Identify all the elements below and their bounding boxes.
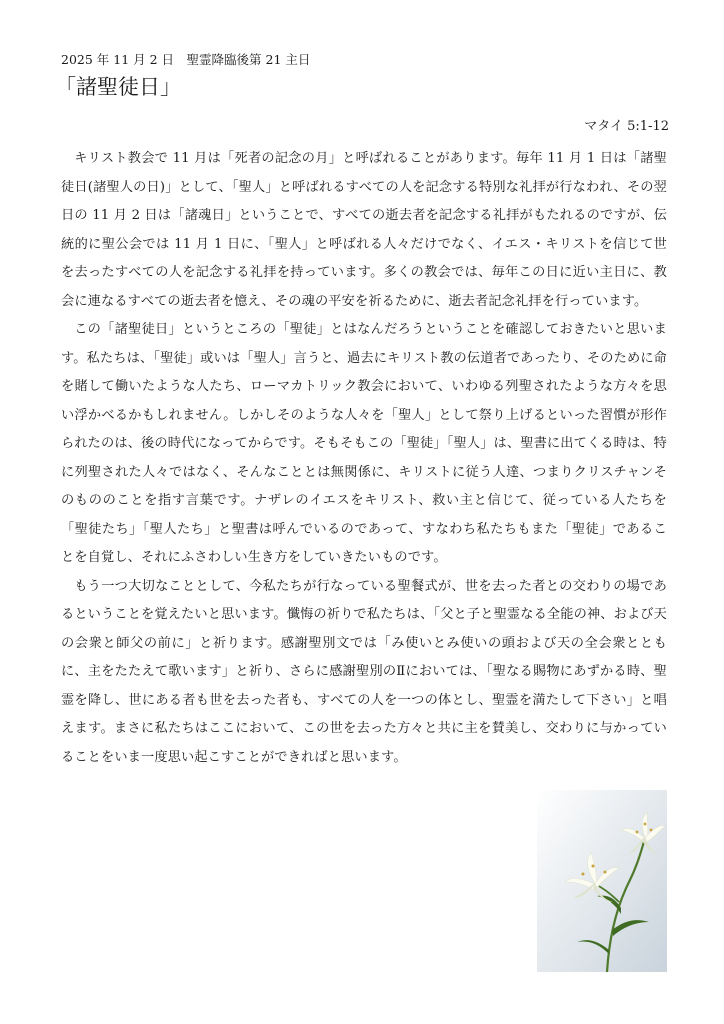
sermon-body bbox=[61, 145, 667, 772]
paragraph-3: もう一つ大切なこととして、今私たちが行なっている聖餐式が、世を去った者との交わりの場であるということを覚えたいと思います。懺悔の祈りで私たちは、「父と子と聖霊なる全能の神、および天の会衆と師父の前に」と祈ります。感謝聖別文では「み使いとみ使いの頭および天の全会衆とともに、主をたたえて歌います」と祈り、さらに感謝聖別のⅡにおいては、「聖なる賜物にあずかる時、聖霊を降し、世にある者も世を去った者も、すべての人を一つの体とし、聖霊を満たして下さい」と唱えます。まさに私たちはここにおいて、この世を去った方々と共に主を賛美し、交わりに与かっていることをいま一度思い起こすことができればと思います。 bbox=[61, 578, 667, 765]
date-line: 2025 年 11 月 2 日 聖霊降臨後第 21 主日 bbox=[61, 52, 311, 67]
lily-flower-icon bbox=[537, 790, 667, 972]
paragraph-2: この「諸聖徒日」というところの「聖徒」とはなんだろうということを確認しておきたいと思います。私たちは、「聖徒」或いは「聖人」言うと、過去にキリスト教の伝道者であったり、そのために命を賭して働いたような人たち、ローマカトリック教会において、いわゆる列聖されたような方々を思い浮かべるかもしれません。しかしそのような人々を「聖人」として祭り上げるといった習慣が形作られたのは、後の時代になってからです。そもそもこの「聖徒」「聖人」は、聖書に出てくる時は、特に列聖された人々ではなく、そんなこととは無関係に、キリストに従う人達、つまりクリスチャンそのもののことを指す言葉です。ナザレのイエスをキリスト、救い主と信じて、従っている人たちを「聖徒たち」「聖人たち」と聖書は呼んでいるのであって、すなわち私たちもまた「聖徒」であることを自覚し、それにふさわしい生き方をしていきたいものです。 bbox=[61, 322, 667, 565]
paragraph-1: キリスト教会で 11 月は「死者の記念の月」と呼ばれることがあります。毎年 11 月 1 日は「諸聖徒日(諸聖人の日)」として、「聖人」と呼ばれるすべての人を記念する特別な礼拝が行なわれ、その翌日の 11 月 2 日は「諸魂日」ということで、すべての逝去者を記念する礼拝がもたれるのですが、伝統的に聖公会では 11 月 1 日に、「聖人」と呼ばれる人々だけでなく、イエス・キリストを信じて世を去ったすべての人を記念する礼拝を持っています。多くの教会では、毎年この日に近い主日に、教会に連なるすべての逝去者を憶え、その魂の平安を祈るために、逝去者記念礼拝を行っています。 bbox=[61, 151, 667, 309]
scripture-reference: マタイ 5:1-12 bbox=[584, 119, 669, 134]
page-title: 「諸聖徒日」 bbox=[55, 75, 181, 99]
lily-illustration bbox=[537, 790, 667, 972]
